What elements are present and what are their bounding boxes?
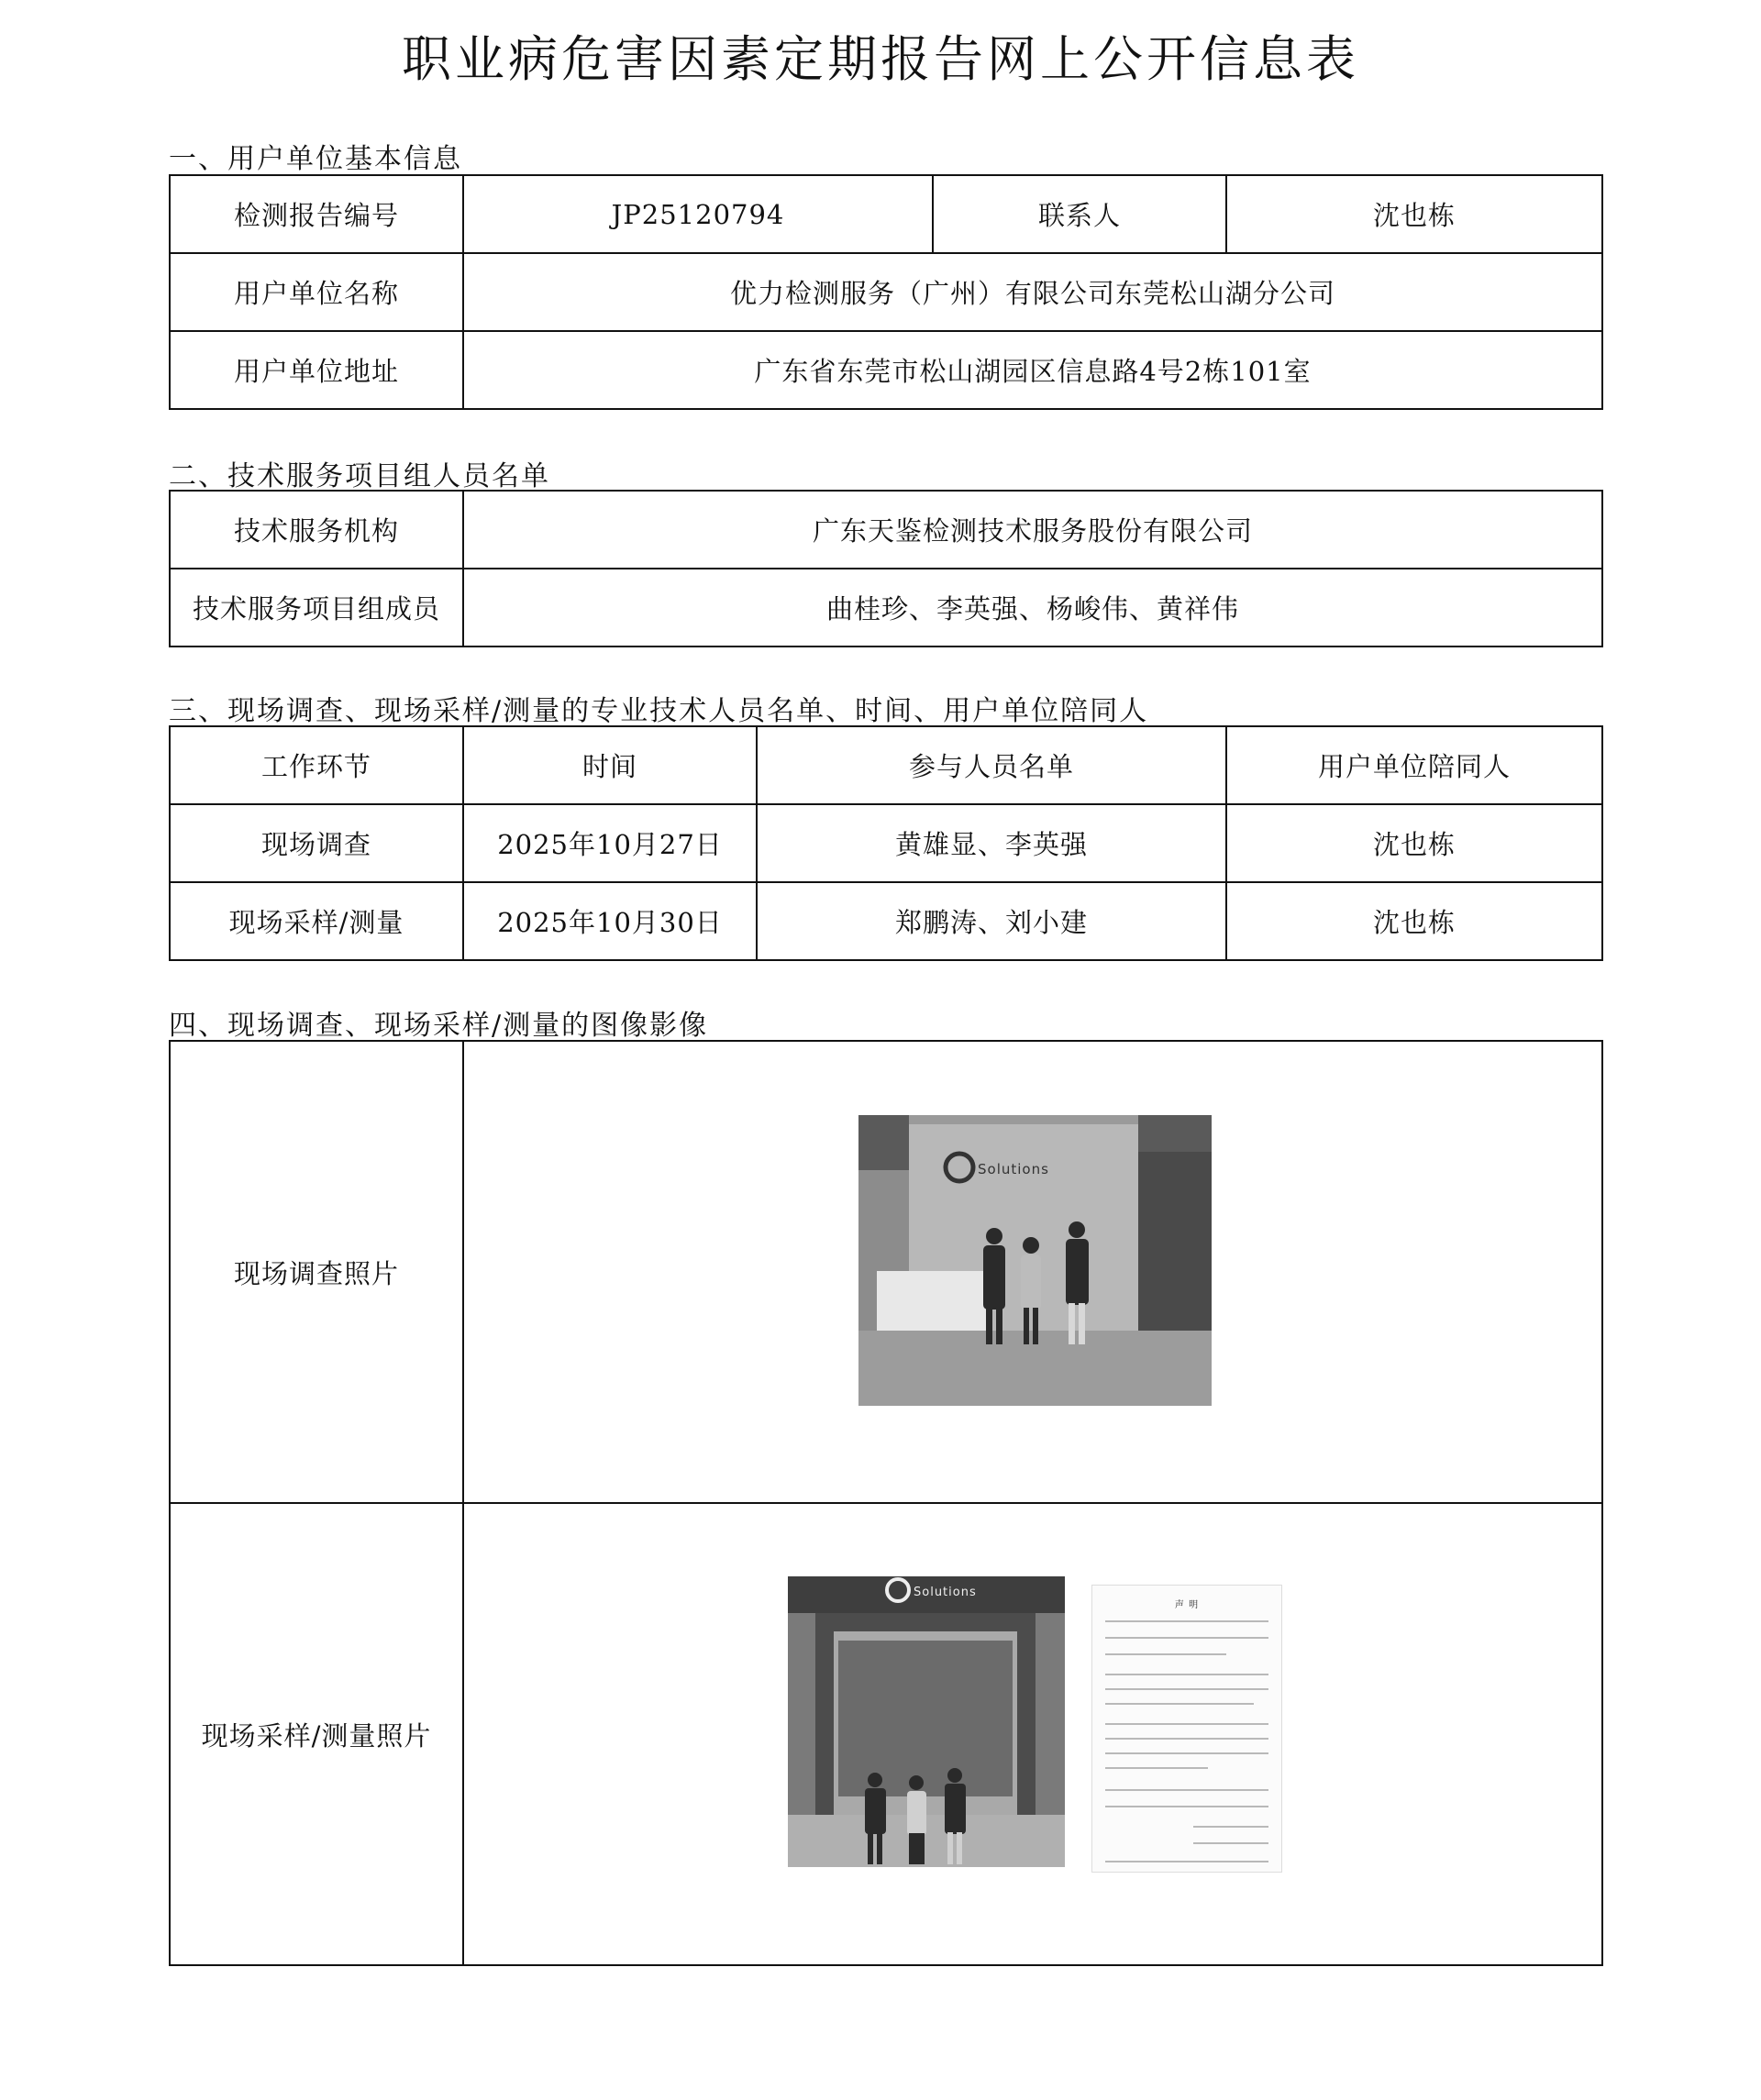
cell-escort: 沈也栋: [1226, 882, 1602, 960]
cell-time: 2025年10月27日: [463, 804, 757, 882]
agency-value: 广东天鉴检测技术服务股份有限公司: [463, 491, 1602, 569]
contact-value: 沈也栋: [1226, 175, 1602, 253]
table-row: [170, 804, 1602, 882]
unit-address-label: 用户单位地址: [170, 331, 463, 409]
table-row: [170, 491, 1602, 569]
table-row: [170, 569, 1602, 647]
members-value: 曲桂珍、李英强、杨峻伟、黄祥伟: [463, 569, 1602, 647]
declaration-heading: 声 明: [1174, 1600, 1200, 1610]
unit-name-value: 优力检测服务（广州）有限公司东莞松山湖分公司: [463, 253, 1602, 331]
signed-declaration-document: [1092, 1586, 1281, 1872]
photo1-logo-text: Solutions: [978, 1161, 1049, 1177]
sampling-photo-building: [788, 1576, 1065, 1867]
contact-label: 联系人: [933, 175, 1226, 253]
header-participants: 参与人员名单: [757, 726, 1226, 804]
survey-photo: [858, 1115, 1212, 1406]
report-no-label: 检测报告编号: [170, 175, 463, 253]
header-escort: 用户单位陪同人: [1226, 726, 1602, 804]
header-time: 时间: [463, 726, 757, 804]
section4-heading: 四、现场调查、现场采样/测量的图像影像: [169, 1010, 709, 1042]
table-row: [170, 253, 1602, 331]
sampling-photo-label: 现场采样/测量照片: [170, 1503, 463, 1965]
table-row: [170, 882, 1602, 960]
survey-photo-label: 现场调查照片: [170, 1041, 463, 1503]
table-row: [170, 331, 1602, 409]
page-title: 职业病危害因素定期报告网上公开信息表: [402, 30, 1359, 88]
unit-name-label: 用户单位名称: [170, 253, 463, 331]
unit-address-value: 广东省东莞市松山湖园区信息路4号2栋101室: [463, 331, 1602, 409]
sampling-photo-cell: [463, 1503, 1602, 1965]
survey-photo-cell: [463, 1041, 1602, 1503]
agency-label: 技术服务机构: [170, 491, 463, 569]
section3-heading: 三、现场调查、现场采样/测量的专业技术人员名单、时间、用户单位陪同人: [169, 695, 1149, 727]
table-row: [170, 1503, 1602, 1965]
cell-stage: 现场采样/测量: [170, 882, 463, 960]
report-no-value: JP25120794: [463, 175, 933, 253]
table-row: [170, 175, 1602, 253]
cell-stage: 现场调查: [170, 804, 463, 882]
table-header-row: [170, 726, 1602, 804]
photo-table: [169, 1040, 1603, 1966]
basic-info-table: [169, 174, 1603, 410]
header-stage: 工作环节: [170, 726, 463, 804]
cell-participants: 黄雄显、李英强: [757, 804, 1226, 882]
section2-heading: 二、技术服务项目组人员名单: [169, 460, 550, 492]
cell-participants: 郑鹏涛、刘小建: [757, 882, 1226, 960]
cell-escort: 沈也栋: [1226, 804, 1602, 882]
members-label: 技术服务项目组成员: [170, 569, 463, 647]
table-row: [170, 1041, 1602, 1503]
project-team-table: [169, 490, 1603, 647]
field-work-table: [169, 725, 1603, 961]
section1-heading: 一、用户单位基本信息: [169, 143, 462, 175]
cell-time: 2025年10月30日: [463, 882, 757, 960]
photo2-logo-text: Solutions: [914, 1586, 977, 1599]
